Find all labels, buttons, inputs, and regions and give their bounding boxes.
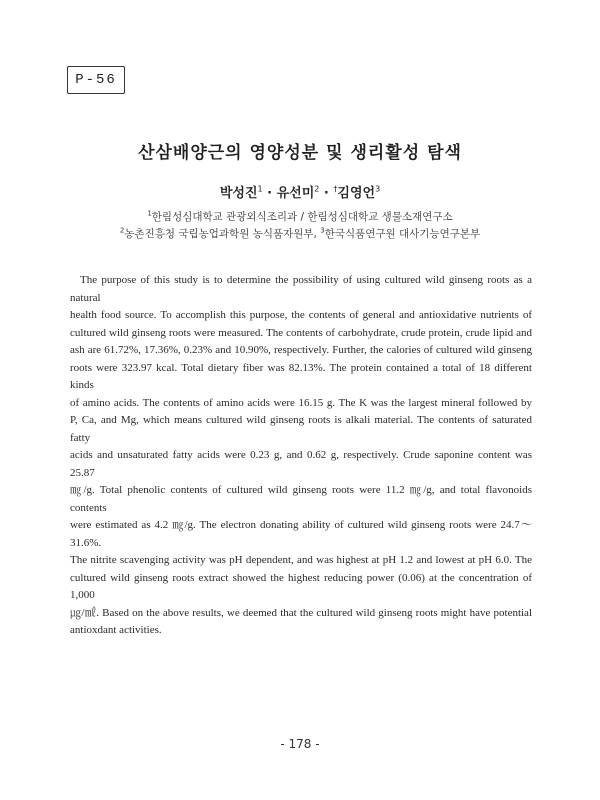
author-list — [0, 182, 600, 201]
abstract-line: The nitrite scavenging activity was pH dependent, and was highest at pH 1.2 and lowest at pH 6.0. The — [70, 554, 532, 566]
author-name: 김영언 — [337, 186, 376, 201]
abstract-line: cultured wild ginseng roots were measured. The contents of carbohydrate, crude protein, crude lipid and — [70, 326, 532, 339]
affiliation-line-1 — [0, 209, 600, 224]
author-name: 유선미 — [276, 186, 315, 201]
affiliation-sup: 1 — [147, 209, 152, 218]
abstract-line: of amino acids. The contents of amino acids were 16.15 g. The K was the largest mineral followed by — [70, 396, 532, 409]
page-number: - 178 - — [280, 737, 320, 751]
abstract-line: ㎍/㎖. Based on the above results, we deemed that the cultured wild ginseng roots might have potential — [70, 606, 532, 619]
abstract-line: antioxdant activities. — [70, 624, 162, 636]
author-affil-sup: 3 — [375, 184, 381, 194]
abstract-line: The purpose of this study is to determine the possibility of using cultured wild ginseng roots as a natural — [70, 274, 532, 304]
abstract-line: P, Ca, and Mg, which means cultured wild ginseng roots is alkali material. The contents of saturated fatty — [70, 414, 532, 444]
author-separator: · — [262, 186, 277, 201]
affiliation-line-2 — [0, 226, 600, 241]
session-code-box — [67, 66, 125, 94]
abstract-line: acids and unsaturated fatty acids were 0.23 g, and 0.62 g, respectively. Crude saponine content was 25.87 — [70, 449, 532, 479]
abstract-line: cultured wild ginseng roots extract showed the highest reducing power (0.06) at the concentration of 1,000 — [70, 571, 532, 601]
abstract-line: were estimated as 4.2 ㎎/g. The electron donating ability of cultured wild ginseng roots were 24.7～31.6%. — [70, 519, 532, 549]
affiliation-sup: 2 — [119, 226, 125, 235]
abstract — [70, 272, 532, 640]
abstract-line: ㎎/g. Total phenolic contents of cultured wild ginseng roots were 11.2 ㎎/g, and total flavonoids contents — [70, 484, 532, 514]
author-affil-sup: 1 — [257, 184, 263, 194]
corresponding-mark: † — [333, 184, 338, 194]
session-code: P-56 — [75, 72, 117, 88]
abstract-line: ash are 61.72%, 17.36%, 0.23% and 10.90%, respectively. Further, the calories of cultured wild ginseng — [70, 344, 532, 356]
paper-title: 산삼배양근의 영양성분 및 생리활성 탐색 — [138, 143, 462, 163]
affiliation-text: 한림성심대학교 관광외식조리과 / 한림성심대학교 생물소재연구소 — [151, 211, 453, 223]
affiliation-sup: 3 — [320, 226, 325, 235]
abstract-line: health food source. To accomplish this purpose, the contents of general and antioxidative nutrients of — [70, 309, 532, 321]
author-separator: · — [319, 186, 334, 201]
abstract-line: roots were 323.97 kcal. Total dietary fiber was 82.13%. The protein contained a total of 18 different kinds — [70, 361, 532, 391]
affiliation-text: 한국식품연구원 대사기능연구본부 — [324, 228, 481, 240]
author-affil-sup: 2 — [314, 184, 320, 194]
affiliation-text: 농촌진흥청 국립농업과학원 농식품자원부, — [124, 228, 321, 240]
author-name: 박성진 — [219, 186, 258, 201]
